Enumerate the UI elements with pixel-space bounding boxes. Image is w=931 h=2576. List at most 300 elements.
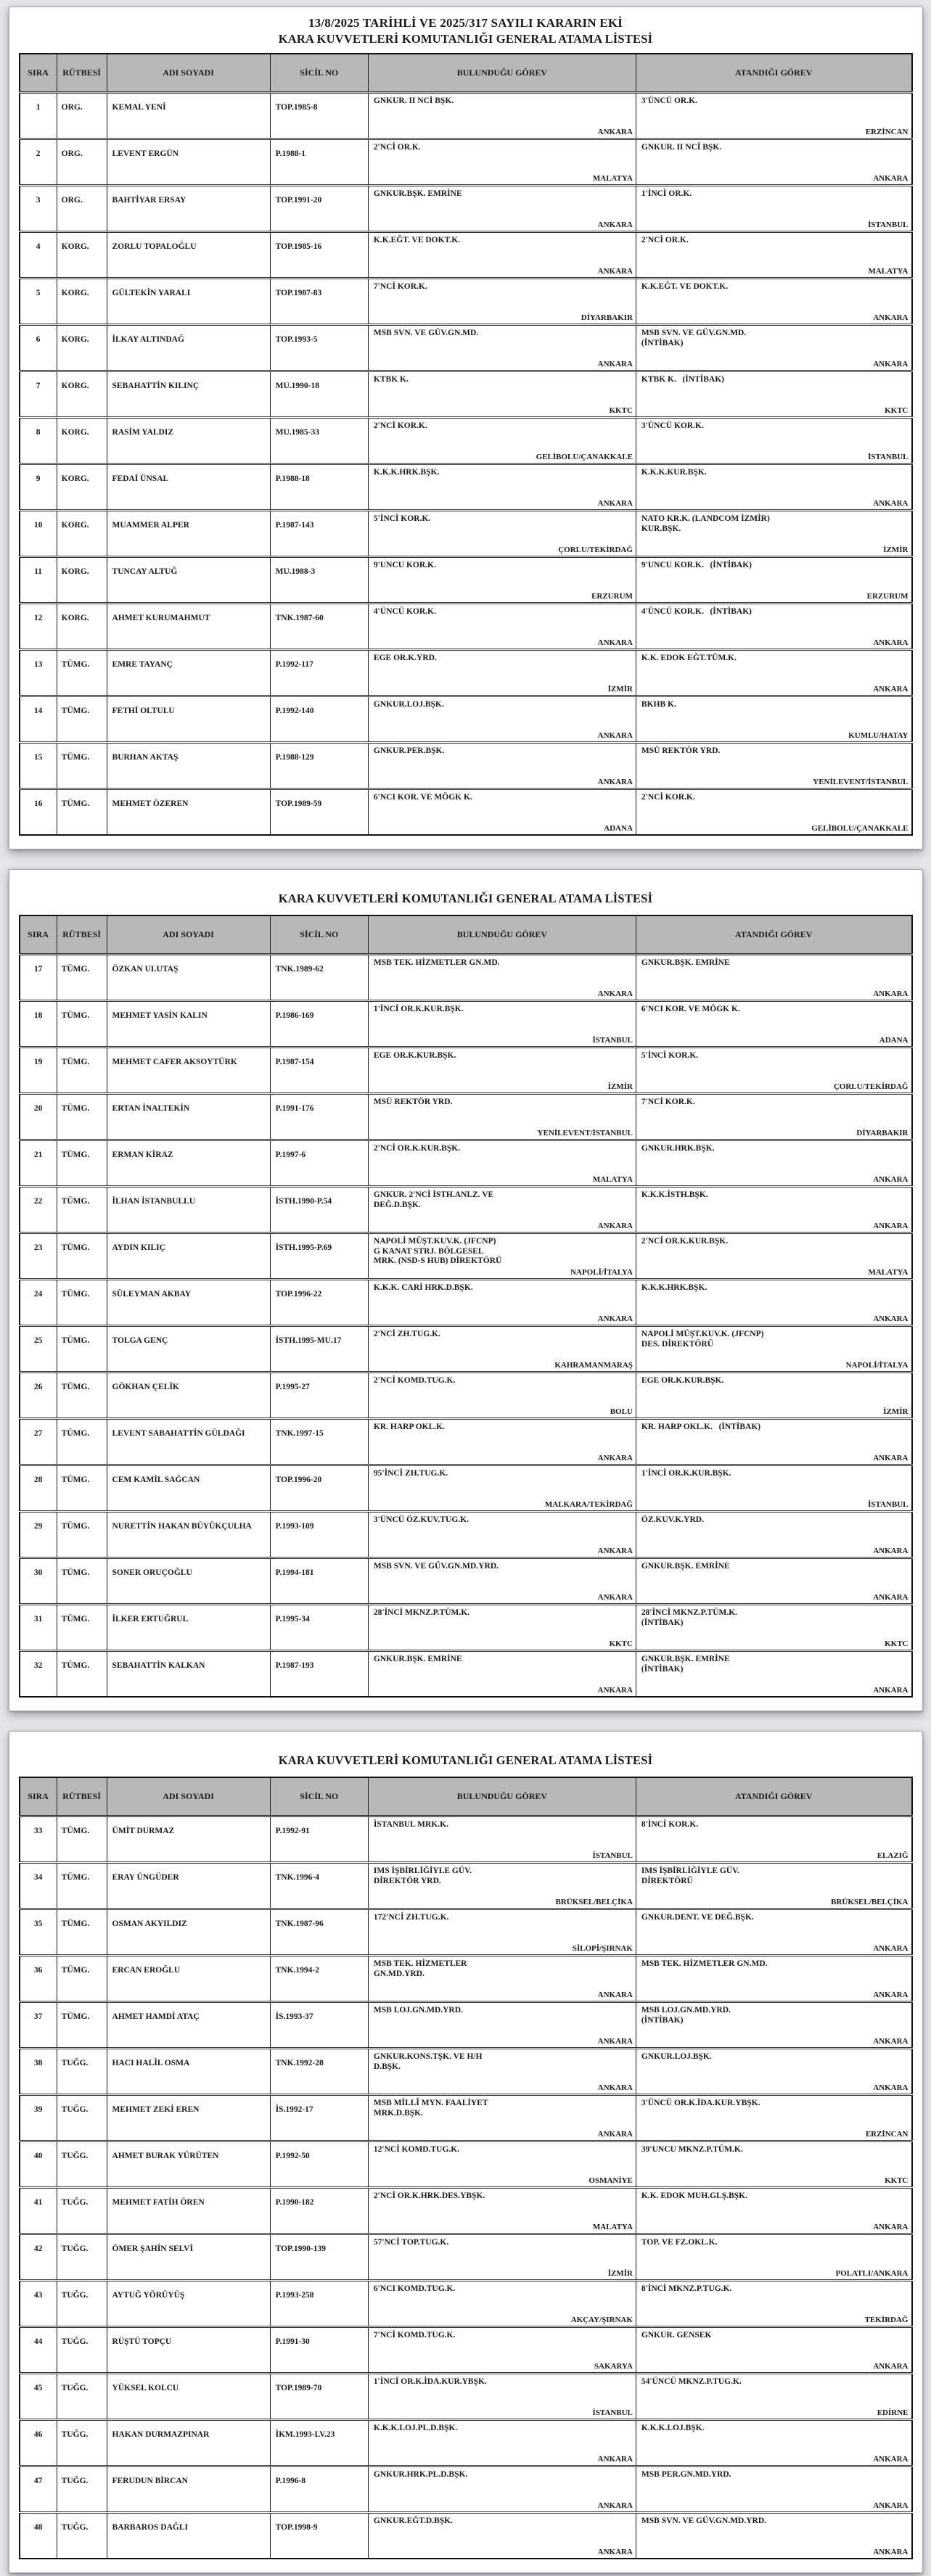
cell-bulundugu-gorev	[368, 232, 636, 279]
cell-bulundugu-gorev	[368, 325, 636, 371]
cell-atandigi-gorev	[636, 2327, 911, 2374]
cell-sira: 4	[20, 232, 57, 279]
cell-rutbe: TÜMG.	[57, 1048, 107, 1094]
duty-text: 1'İNCİ OR.K.İDA.KUR.YBŞK.	[373, 2377, 487, 2386]
location-label: KKTC	[609, 406, 633, 415]
cell-adi-soyadi: MEHMET ZEKİ EREN	[107, 2095, 270, 2141]
cell-adi-soyadi: ERTAN İNALTEKİN	[107, 1094, 270, 1140]
table-row	[20, 511, 912, 557]
location-label: ANKARA	[597, 2455, 633, 2464]
location-label: İZMİR	[883, 546, 909, 554]
cell-sicil-no: P.1992-50	[270, 2141, 368, 2188]
duty-text: MSB MİLLÎ MYN. FAALİYET MRK.D.BŞK.	[373, 2099, 488, 2118]
table-row	[20, 2234, 912, 2281]
table-row	[20, 789, 912, 836]
cell-rutbe: KORG.	[57, 604, 107, 650]
duty-text: GNKUR. II NCİ BŞK.	[641, 143, 722, 152]
cell-sira: 44	[20, 2327, 57, 2374]
location-label: ANKARA	[597, 360, 633, 369]
cell-rutbe: TUĞG.	[57, 2327, 107, 2374]
cell-atandigi-gorev	[636, 650, 911, 696]
cell-rutbe: KORG.	[57, 279, 107, 325]
cell-sira: 28	[20, 1465, 57, 1512]
table-row	[20, 464, 912, 511]
duty-text: IMS İŞBİRLİĞİYLE GÜV. DİREKTÖRÜ	[641, 1867, 739, 1885]
cell-atandigi-gorev	[636, 1558, 911, 1605]
cell-atandigi-gorev	[636, 1001, 911, 1048]
duty-text: EGE OR.K.YRD.	[373, 654, 437, 662]
column-header-bulundugu-gorev: BULUNDUĞU GÖREV	[368, 1777, 636, 1816]
duty-text: 1'İNCİ OR.K.KUR.BŞK.	[373, 1005, 464, 1013]
cell-rutbe: KORG.	[57, 418, 107, 464]
duty-text: 2'NCİ OR.K.KUR.BŞK.	[373, 1144, 461, 1153]
cell-rutbe: TUĞG.	[57, 2374, 107, 2420]
table-row	[20, 1187, 912, 1233]
table-row	[20, 1048, 912, 1094]
location-label: ANKARA	[597, 1686, 633, 1695]
cell-sicil-no: TNK.1987-60	[270, 604, 368, 650]
duty-text: 5'İNCİ KOR.K.	[641, 1051, 699, 1060]
duty-text: NATO KR.K. (LANDCOM İZMİR) KUR.BŞK.	[641, 514, 770, 533]
table-row	[20, 1373, 912, 1419]
cell-atandigi-gorev	[636, 2513, 911, 2559]
duty-text: 8'İNCİ MKNZ.P.TUG.K.	[641, 2284, 732, 2293]
column-header-atandigi-gorev: ATANDIĞI GÖREV	[636, 915, 911, 955]
cell-sicil-no: TOP.1996-20	[270, 1465, 368, 1512]
cell-atandigi-gorev	[636, 1419, 911, 1465]
duty-text: 8'İNCİ KOR.K.	[641, 1820, 699, 1829]
cell-atandigi-gorev	[636, 1326, 911, 1373]
duty-text: K.K.K.HRK.BŞK.	[641, 1283, 708, 1292]
list-title: KARA KUVVETLERİ KOMUTANLIĞI GENERAL ATAMA LİSTESİ	[278, 32, 653, 46]
cell-adi-soyadi: MEHMET CAFER AKSOYTÜRK	[107, 1048, 270, 1094]
column-header-rutbesi: RÜTBESİ	[57, 1777, 107, 1816]
cell-sira: 17	[20, 955, 57, 1001]
cell-rutbe: KORG.	[57, 371, 107, 418]
cell-sicil-no: P.1992-140	[270, 696, 368, 743]
cell-bulundugu-gorev	[368, 1280, 636, 1326]
cell-adi-soyadi: BURHAN AKTAŞ	[107, 743, 270, 789]
location-label: KKTC	[885, 406, 909, 415]
duty-text: GNKUR. II NCİ BŞK.	[373, 96, 454, 105]
duty-text: 95'İNCİ ZH.TUG.K.	[373, 1469, 448, 1478]
cell-sicil-no: İKM.1993-LV.23	[270, 2420, 368, 2466]
location-label: ANKARA	[873, 638, 909, 647]
location-label: ANKARA	[597, 499, 633, 508]
cell-bulundugu-gorev	[368, 1465, 636, 1512]
duty-text: K.K.K.LOJ.PL.D.BŞK.	[373, 2424, 458, 2432]
location-label: İZMİR	[883, 1407, 909, 1416]
duty-text: 9'UNCU KOR.K.	[373, 561, 436, 569]
cell-rutbe: KORG.	[57, 511, 107, 557]
cell-rutbe: TÜMG.	[57, 1187, 107, 1233]
column-header-sira: SIRA	[20, 915, 57, 955]
cell-rutbe: TÜMG.	[57, 743, 107, 789]
cell-rutbe: TÜMG.	[57, 1558, 107, 1605]
list-title: KARA KUVVETLERİ KOMUTANLIĞI GENERAL ATAMA LİSTESİ	[278, 892, 653, 905]
cell-bulundugu-gorev	[368, 2188, 636, 2234]
cell-bulundugu-gorev	[368, 1048, 636, 1094]
cell-rutbe: TÜMG.	[57, 1816, 107, 1863]
cell-bulundugu-gorev	[368, 1326, 636, 1373]
cell-sicil-no: P.1987-193	[270, 1651, 368, 1698]
cell-sira: 45	[20, 2374, 57, 2420]
location-label: ANKARA	[873, 1314, 909, 1323]
table-row	[20, 1465, 912, 1512]
duty-text: BKHB K.	[641, 700, 676, 709]
location-label: ANKARA	[873, 1686, 909, 1695]
cell-bulundugu-gorev	[368, 650, 636, 696]
duty-text: MSB LOJ.GN.MD.YRD. (İNTİBAK)	[641, 2006, 731, 2025]
cell-sira: 31	[20, 1605, 57, 1651]
cell-sicil-no: TNK.1989-62	[270, 955, 368, 1001]
cell-sira: 46	[20, 2420, 57, 2466]
location-label: ANKARA	[873, 2455, 909, 2464]
cell-bulundugu-gorev	[368, 1512, 636, 1558]
cell-atandigi-gorev	[636, 1280, 911, 1326]
cell-bulundugu-gorev	[368, 511, 636, 557]
location-label: ANKARA	[597, 1454, 633, 1462]
cell-sira: 33	[20, 1816, 57, 1863]
cell-adi-soyadi: MEHMET YASİN KALIN	[107, 1001, 270, 1048]
cell-sicil-no: İSTH.1995-P.69	[270, 1233, 368, 1280]
location-label: ANKARA	[873, 1944, 909, 1953]
cell-bulundugu-gorev	[368, 371, 636, 418]
cell-rutbe: TÜMG.	[57, 955, 107, 1001]
column-header-sicil-no: SİCİL NO	[270, 915, 368, 955]
duty-text: 2'NCİ OR.K.	[641, 236, 689, 244]
duty-text: 3'ÜNCÜ KOR.K.	[641, 421, 704, 430]
cell-rutbe: KORG.	[57, 464, 107, 511]
cell-atandigi-gorev	[636, 1140, 911, 1187]
cell-sira: 8	[20, 418, 57, 464]
cell-atandigi-gorev	[636, 1863, 911, 1909]
cell-adi-soyadi: MUAMMER ALPER	[107, 511, 270, 557]
location-label: ELAZIĞ	[877, 1851, 909, 1860]
column-header-atandigi-gorev: ATANDIĞI GÖREV	[636, 1777, 911, 1816]
cell-rutbe: TÜMG.	[57, 2002, 107, 2049]
cell-rutbe: TÜMG.	[57, 1863, 107, 1909]
duty-text: GNKUR.LOJ.BŞK.	[373, 700, 444, 709]
cell-sicil-no: MU.1985-33	[270, 418, 368, 464]
duty-text: GNKUR.EĞT.D.BŞK.	[373, 2517, 453, 2525]
cell-rutbe: TÜMG.	[57, 1140, 107, 1187]
table-row	[20, 955, 912, 1001]
location-label: ÇORLU/TEKİRDAĞ	[833, 1082, 909, 1091]
cell-bulundugu-gorev	[368, 2002, 636, 2049]
cell-rutbe: TÜMG.	[57, 1373, 107, 1419]
cell-rutbe: ORG.	[57, 186, 107, 232]
location-label: ANKARA	[873, 1175, 909, 1184]
duty-text: K.K.K.LOJ.BŞK.	[641, 2424, 705, 2432]
cell-rutbe: TUĞG.	[57, 2513, 107, 2559]
location-label: ANKARA	[873, 2501, 909, 2510]
location-label: ANKARA	[873, 1222, 909, 1230]
location-label: ANKARA	[597, 1222, 633, 1230]
atama-table	[19, 53, 913, 836]
location-label: ANKARA	[597, 778, 633, 786]
cell-atandigi-gorev	[636, 1512, 911, 1558]
cell-atandigi-gorev	[636, 2049, 911, 2095]
location-label: ANKARA	[873, 1454, 909, 1462]
location-label: KKTC	[885, 1639, 909, 1648]
cell-rutbe: KORG.	[57, 232, 107, 279]
cell-bulundugu-gorev	[368, 93, 636, 139]
duty-text: 12'NCİ KOMD.TUG.K.	[373, 2145, 460, 2154]
location-label: ANKARA	[597, 1593, 633, 1602]
cell-atandigi-gorev	[636, 1465, 911, 1512]
duty-text: 39'UNCU MKNZ.P.TÜM.K.	[641, 2145, 743, 2154]
table-row	[20, 2002, 912, 2049]
location-label: MALATYA	[868, 1268, 909, 1277]
table-row	[20, 279, 912, 325]
cell-sicil-no: P.1987-154	[270, 1048, 368, 1094]
cell-bulundugu-gorev	[368, 139, 636, 186]
cell-bulundugu-gorev	[368, 2374, 636, 2420]
cell-rutbe: TÜMG.	[57, 1512, 107, 1558]
duty-text: 2'NCİ OR.K.	[373, 143, 421, 152]
column-header-bulundugu-gorev: BULUNDUĞU GÖREV	[368, 54, 636, 93]
duty-text: GNKUR.BŞK. EMRİNE	[373, 189, 462, 198]
location-label: ANKARA	[597, 1547, 633, 1555]
document-page-2	[9, 869, 923, 1711]
duty-text: GNKUR.BŞK. EMRİNE	[641, 1562, 730, 1571]
duty-text: 7'NCİ KOR.K.	[641, 1098, 695, 1106]
table-row	[20, 1280, 912, 1326]
duty-text: 4'ÜNCÜ KOR.K. (İNTİBAK)	[641, 607, 752, 616]
duty-text: EGE OR.K.KUR.BŞK.	[373, 1051, 456, 1060]
cell-bulundugu-gorev	[368, 743, 636, 789]
cell-adi-soyadi: GÜLTEKİN YARALI	[107, 279, 270, 325]
cell-rutbe: TÜMG.	[57, 1605, 107, 1651]
cell-rutbe: TUĞG.	[57, 2095, 107, 2141]
table-row	[20, 2049, 912, 2095]
cell-atandigi-gorev	[636, 2420, 911, 2466]
cell-bulundugu-gorev	[368, 2466, 636, 2513]
cell-sira: 37	[20, 2002, 57, 2049]
location-label: ANKARA	[597, 1314, 633, 1323]
cell-adi-soyadi: OSMAN AKYILDIZ	[107, 1909, 270, 1956]
cell-atandigi-gorev	[636, 1187, 911, 1233]
duty-text: 6'NCI KOR. VE MÖGK K.	[641, 1005, 740, 1013]
cell-adi-soyadi: EMRE TAYANÇ	[107, 650, 270, 696]
cell-bulundugu-gorev	[368, 2049, 636, 2095]
column-header-sira: SIRA	[20, 54, 57, 93]
cell-bulundugu-gorev	[368, 1001, 636, 1048]
cell-bulundugu-gorev	[368, 1605, 636, 1651]
duty-text: GNKUR.DENT. VE DEĞ.BŞK.	[641, 1913, 754, 1922]
location-label: BOLU	[610, 1407, 633, 1416]
location-label: KKTC	[885, 2176, 909, 2185]
cell-sira: 2	[20, 139, 57, 186]
cell-atandigi-gorev	[636, 955, 911, 1001]
cell-sicil-no: TNK.1996-4	[270, 1863, 368, 1909]
cell-sira: 3	[20, 186, 57, 232]
cell-sira: 42	[20, 2234, 57, 2281]
cell-sira: 9	[20, 464, 57, 511]
cell-adi-soyadi: YÜKSEL KOLCU	[107, 2374, 270, 2420]
duty-text: 172'NCİ ZH.TUG.K.	[373, 1913, 449, 1922]
cell-rutbe: TÜMG.	[57, 1326, 107, 1373]
location-label: ANKARA	[873, 2548, 909, 2556]
cell-sicil-no: TOP.1987-83	[270, 279, 368, 325]
table-row	[20, 2374, 912, 2420]
cell-adi-soyadi: RASİM YALDIZ	[107, 418, 270, 464]
cell-bulundugu-gorev	[368, 1863, 636, 1909]
location-label: AKÇAY/ŞIRNAK	[570, 2316, 633, 2324]
cell-atandigi-gorev	[636, 511, 911, 557]
column-header-adi-soyadi: ADI SOYADI	[107, 1777, 270, 1816]
location-label: ANKARA	[873, 499, 909, 508]
cell-adi-soyadi: İLHAN İSTANBULLU	[107, 1187, 270, 1233]
table-row	[20, 557, 912, 604]
duty-text: 57'NCİ TOP.TUG.K.	[373, 2238, 449, 2247]
column-header-rutbesi: RÜTBESİ	[57, 54, 107, 93]
table-row	[20, 2141, 912, 2188]
table-row	[20, 186, 912, 232]
cell-adi-soyadi: HAKAN DURMAZPINAR	[107, 2420, 270, 2466]
cell-adi-soyadi: TUNCAY ALTUĞ	[107, 557, 270, 604]
duty-text: 4'ÜNCÜ KOR.K.	[373, 607, 436, 616]
duty-text: MSB SVN. VE GÜV.GN.MD.	[373, 329, 479, 337]
cell-rutbe: TUĞG.	[57, 2281, 107, 2327]
cell-sicil-no: İS.1993-37	[270, 2002, 368, 2049]
list-title: KARA KUVVETLERİ KOMUTANLIĞI GENERAL ATAMA LİSTESİ	[278, 1753, 653, 1767]
location-label: ANKARA	[597, 638, 633, 647]
cell-bulundugu-gorev	[368, 464, 636, 511]
location-label: YENİLEVENT/İSTANBUL	[813, 778, 909, 786]
table-row	[20, 1419, 912, 1465]
cell-adi-soyadi: ÖZKAN ULUTAŞ	[107, 955, 270, 1001]
location-label: ANKARA	[597, 2130, 633, 2139]
cell-sira: 27	[20, 1419, 57, 1465]
cell-rutbe: TÜMG.	[57, 1909, 107, 1956]
cell-bulundugu-gorev	[368, 1373, 636, 1419]
cell-adi-soyadi: İLKAY ALTINDAĞ	[107, 325, 270, 371]
cell-sicil-no: TOP.1998-9	[270, 2513, 368, 2559]
cell-adi-soyadi: AHMET HAMDİ ATAÇ	[107, 2002, 270, 2049]
cell-adi-soyadi: FERUDUN BİRCAN	[107, 2466, 270, 2513]
cell-sicil-no: P.1994-181	[270, 1558, 368, 1605]
location-label: ANKARA	[597, 2083, 633, 2092]
cell-bulundugu-gorev	[368, 1909, 636, 1956]
cell-sira: 32	[20, 1651, 57, 1698]
cell-atandigi-gorev	[636, 2374, 911, 2420]
cell-rutbe: TÜMG.	[57, 1465, 107, 1512]
cell-sira: 10	[20, 511, 57, 557]
location-label: İZMİR	[607, 1082, 633, 1091]
cell-sira: 23	[20, 1233, 57, 1280]
location-label: ERZİNCAN	[865, 128, 909, 136]
location-label: ANKARA	[873, 360, 909, 369]
duty-text: ÖZ.KUV.K.YRD.	[641, 1515, 704, 1524]
cell-atandigi-gorev	[636, 1651, 911, 1698]
cell-atandigi-gorev	[636, 743, 911, 789]
duty-text: 2'NCİ OR.K.KUR.BŞK.	[641, 1237, 729, 1246]
cell-adi-soyadi: BARBAROS DAĞLI	[107, 2513, 270, 2559]
decree-title: 13/8/2025 TARİHLİ VE 2025/317 SAYILI KARARIN EKİ	[308, 16, 623, 30]
duty-text: K.K.EĞT. VE DOKT.K.	[373, 236, 461, 244]
cell-sicil-no: P.1996-8	[270, 2466, 368, 2513]
duty-text: GNKUR.HRK.PL.D.BŞK.	[373, 2470, 468, 2479]
location-label: MALATYA	[592, 1175, 633, 1184]
cell-bulundugu-gorev	[368, 789, 636, 836]
cell-bulundugu-gorev	[368, 2095, 636, 2141]
location-label: DİYARBAKIR	[856, 1129, 909, 1137]
duty-text: 2'NCİ KOR.K.	[641, 793, 695, 802]
location-label: EDİRNE	[877, 2408, 909, 2417]
table-row	[20, 1651, 912, 1698]
cell-sicil-no: P.1988-129	[270, 743, 368, 789]
cell-adi-soyadi: KEMAL YENİ	[107, 93, 270, 139]
cell-atandigi-gorev	[636, 139, 911, 186]
column-header-bulundugu-gorev: BULUNDUĞU GÖREV	[368, 915, 636, 955]
column-header-adi-soyadi: ADI SOYADI	[107, 915, 270, 955]
cell-sicil-no: TOP.1991-20	[270, 186, 368, 232]
cell-sira: 22	[20, 1187, 57, 1233]
table-row	[20, 650, 912, 696]
duty-text: MSB TEK. HİZMETLER GN.MD.	[373, 958, 500, 967]
location-label: ANKARA	[873, 2037, 909, 2046]
location-label: SAKARYA	[594, 2362, 633, 2371]
cell-adi-soyadi: FETHİ OLTULU	[107, 696, 270, 743]
cell-adi-soyadi: NURETTİN HAKAN BÜYÜKÇULHA	[107, 1512, 270, 1558]
cell-sira: 41	[20, 2188, 57, 2234]
duty-text: 5'İNCİ KOR.K.	[373, 514, 431, 523]
location-label: ANKARA	[597, 989, 633, 998]
cell-sira: 7	[20, 371, 57, 418]
duty-text: 6'NCI KOR. VE MÖGK K.	[373, 793, 472, 802]
cell-sicil-no: P.1992-91	[270, 1816, 368, 1863]
cell-atandigi-gorev	[636, 2002, 911, 2049]
cell-sicil-no: TNK.1997-15	[270, 1419, 368, 1465]
cell-adi-soyadi: ERMAN KİRAZ	[107, 1140, 270, 1187]
table-row	[20, 2420, 912, 2466]
cell-adi-soyadi: İLKER ERTUĞRUL	[107, 1605, 270, 1651]
duty-text: GNKUR. GENSEK	[641, 2331, 712, 2340]
duty-text: MSB TEK. HİZMETLER GN.MD.YRD.	[373, 1959, 467, 1978]
cell-sicil-no: TOP.1989-59	[270, 789, 368, 836]
location-label: ÇORLU/TEKİRDAĞ	[558, 546, 633, 554]
header-row	[20, 915, 912, 955]
cell-atandigi-gorev	[636, 371, 911, 418]
cell-sicil-no: TNK.1992-28	[270, 2049, 368, 2095]
duty-text: MSÜ REKTÖR YRD.	[641, 746, 721, 755]
table-row	[20, 1816, 912, 1863]
cell-bulundugu-gorev	[368, 1816, 636, 1863]
cell-atandigi-gorev	[636, 418, 911, 464]
cell-sira: 5	[20, 279, 57, 325]
cell-sira: 15	[20, 743, 57, 789]
cell-atandigi-gorev	[636, 2281, 911, 2327]
column-header-sicil-no: SİCİL NO	[270, 54, 368, 93]
cell-adi-soyadi: BAHTİYAR ERSAY	[107, 186, 270, 232]
column-header-sira: SIRA	[20, 1777, 57, 1816]
duty-text: MSB SVN. VE GÜV.GN.MD.YRD.	[641, 2517, 766, 2525]
cell-rutbe: TÜMG.	[57, 1419, 107, 1465]
cell-adi-soyadi: AYTUĞ YÖRÜYÜŞ	[107, 2281, 270, 2327]
cell-sira: 1	[20, 93, 57, 139]
cell-sira: 34	[20, 1863, 57, 1909]
table-row	[20, 2466, 912, 2513]
cell-bulundugu-gorev	[368, 1094, 636, 1140]
location-label: MALATYA	[592, 174, 633, 183]
cell-bulundugu-gorev	[368, 1233, 636, 1280]
cell-atandigi-gorev	[636, 2234, 911, 2281]
cell-rutbe: KORG.	[57, 325, 107, 371]
duty-text: K.K.K.KUR.BŞK.	[641, 468, 707, 477]
cell-atandigi-gorev	[636, 2141, 911, 2188]
